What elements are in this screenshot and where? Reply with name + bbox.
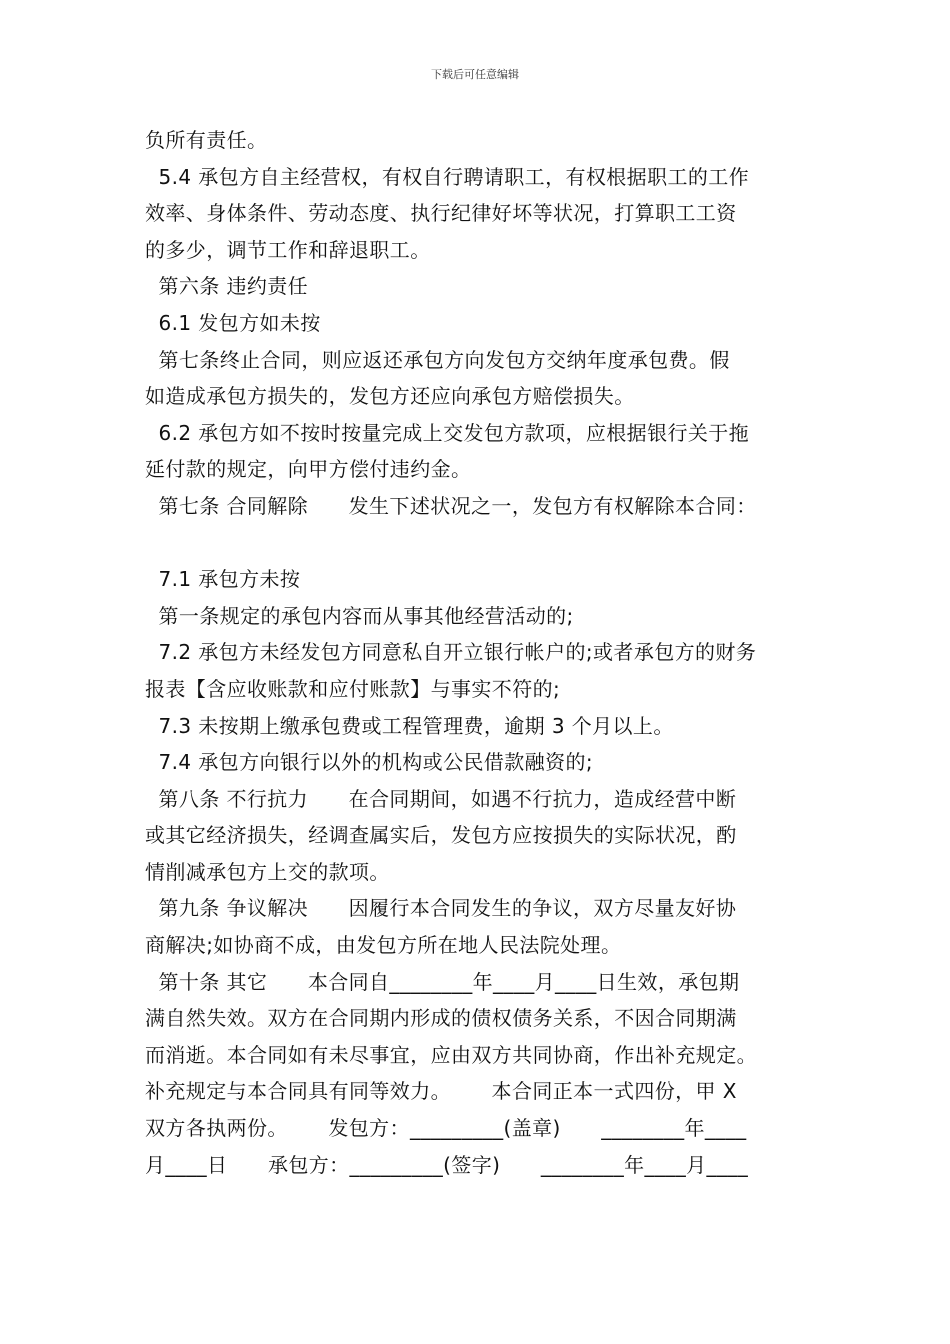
text-line: 7.3 未按期上缴承包费或工程管理费，逾期 3 个月以上。 xyxy=(145,713,674,738)
text-line: 报表【含应收账款和应付账款】与事实不符的; xyxy=(145,676,561,701)
text-line: 或其它经济损失，经调查属实后，发包方应按损失的实际状况，酌 xyxy=(145,823,737,848)
text-line: 效率、身体条件、劳动态度、执行纪律好坏等状况，打算职工工资 xyxy=(145,201,737,226)
text-line: 满自然失效。双方在合同期内形成的债权债务关系，不因合同期满 xyxy=(145,1006,737,1031)
text-line: 延付款的规定，向甲方偿付违约金。 xyxy=(145,457,472,482)
page-header: 下载后可任意编辑 xyxy=(431,68,519,81)
text-line: 第十条 其它 本合同自________年____月____日生效，承包期 xyxy=(145,969,740,994)
text-line: 第八条 不行抗力 在合同期间，如遇不行抗力，造成经营中断 xyxy=(145,786,737,811)
text-line xyxy=(145,525,825,562)
text-line: 情削减承包方上交的款项。 xyxy=(145,859,390,884)
text-line: 第七条 合同解除 发生下述状况之一，发包方有权解除本合同： xyxy=(145,493,757,518)
document-body xyxy=(145,122,825,1183)
text-line: 第七条终止合同，则应返还承包方向发包方交纳年度承包费。假 xyxy=(145,347,730,372)
text-line: 而消逝。本合同如有未尽事宜，应由双方共同协商，作出补充规定。 xyxy=(145,1042,757,1067)
text-line: 7.2 承包方未经发包方同意私自开立银行帐户的;或者承包方的财务 xyxy=(145,640,757,665)
text-line: 第一条规定的承包内容而从事其他经营活动的; xyxy=(145,603,574,628)
text-line: 补充规定与本合同具有同等效力。 本合同正本一式四份，甲 X xyxy=(145,1079,737,1104)
text-line: 的多少，调节工作和辞退职工。 xyxy=(145,237,431,262)
text-line: 第六条 违约责任 xyxy=(145,274,309,299)
text-line: 5.4 承包方自主经营权，有权自行聘请职工，有权根据职工的工作 xyxy=(145,164,750,189)
text-line: 商解决;如协商不成，由发包方所在地人民法院处理。 xyxy=(145,933,622,958)
text-line: 7.4 承包方向银行以外的机构或公民借款融资的; xyxy=(145,750,594,775)
text-line: 如造成承包方损失的，发包方还应向承包方赔偿损失。 xyxy=(145,384,635,409)
text-line: 7.1 承包方未按 xyxy=(145,567,301,592)
text-line: 月____日 承包方：_________(签字) ________年____月____ xyxy=(145,1152,749,1177)
text-line: 双方各执两份。 发包方：_________(盖章) ________年____ xyxy=(145,1116,747,1141)
text-line: 第九条 争议解决 因履行本合同发生的争议，双方尽量友好协 xyxy=(145,896,737,921)
text-line: 6.1 发包方如未按 xyxy=(145,310,321,335)
text-line: 6.2 承包方如不按时按量完成上交发包方款项，应根据银行关于拖 xyxy=(145,420,750,445)
text-line: 负所有责任。 xyxy=(145,128,268,152)
